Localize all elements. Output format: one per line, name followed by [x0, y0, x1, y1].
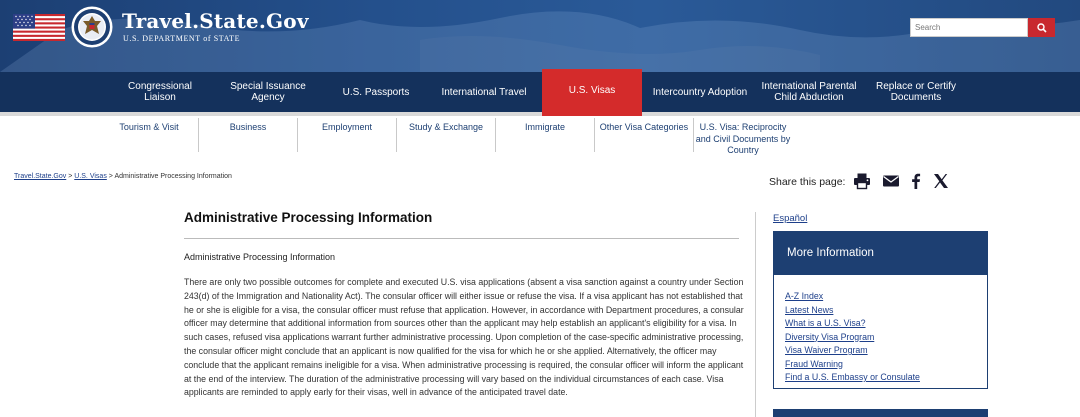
share-label: Share this page: — [769, 176, 846, 188]
breadcrumb-separator: > — [108, 173, 113, 180]
link-find-embassy-consulate[interactable]: Find a U.S. Embassy or Consulate — [785, 372, 920, 382]
language-link-espanol[interactable]: Español — [773, 213, 808, 224]
subnav-immigrate[interactable]: Immigrate — [524, 122, 565, 132]
nav-special-issuance-agency[interactable]: Special Issuance Agency — [230, 81, 306, 103]
subnav-visa-reciprocity[interactable]: U.S. Visa: Reciprocity and Civil Documents by Country — [695, 122, 791, 155]
link-visa-waiver-program[interactable]: Visa Waiver Program — [785, 345, 868, 355]
main-navigation — [0, 72, 1080, 112]
nav-us-visas[interactable]: U.S. Visas — [542, 69, 642, 112]
facebook-icon[interactable] — [907, 172, 925, 190]
nav-replace-or-certify-documents[interactable]: Replace or Certify Documents — [875, 81, 957, 103]
sidebar-box-secondary — [773, 409, 988, 417]
search-icon — [1037, 23, 1047, 33]
article-subheading: Administrative Processing Information — [184, 252, 336, 262]
breadcrumb-link-us-visas[interactable]: U.S. Visas — [74, 173, 107, 180]
list-item — [785, 304, 987, 318]
more-information-links — [774, 275, 987, 385]
article-body: There are only two possible outcomes for complete and executed U.S. visa applications (absent a visa sanction against a country under Section 243(d) of the Immigration and Nationality Act). The consular officer will either issue or refuse the visa. If a visa applicant has not established that he or she is eligible for a visa, the consular officer must refuse that application. However, in accordance with Department procedures, a consular officer may determine that additional information from sources other than the applicant may help establish an applicant's eligibility for a visa. In such cases, refused visa applications warrant further administrative processing. Upon completion of the case-specific administrative processing, the consular officer might conclude that an applicant is now qualified for the visa for which he or she applied. Alternatively, the officer may conclude that the applicant remains ineligible for a visa. When administrative processing is required, the consular officer will inform the applicant at the end of the interview. The duration of the administrative processing will vary based on the individual circumstances of each case. Visa applicants are reminded to apply early for their visas, well in advance of the anticipated travel date. — [184, 277, 744, 398]
list-item — [785, 358, 987, 372]
more-information-title: More Information — [774, 232, 987, 275]
subnav-study-exchange[interactable]: Study & Exchange — [408, 122, 484, 132]
nav-international-travel[interactable]: International Travel — [441, 86, 527, 98]
list-item — [785, 371, 987, 385]
list-item — [785, 317, 987, 331]
link-latest-news[interactable]: Latest News — [785, 304, 834, 315]
nav-us-passports[interactable]: U.S. Passports — [342, 86, 410, 98]
site-title[interactable]: Travel.State.Gov — [122, 9, 309, 33]
more-information-box — [773, 231, 988, 389]
us-flag-icon — [13, 14, 65, 41]
search-input[interactable] — [910, 18, 1028, 37]
breadcrumb-link-travel-state-gov[interactable]: Travel.State.Gov — [14, 173, 67, 180]
list-item — [785, 331, 987, 345]
subnav-business[interactable]: Business — [229, 122, 267, 132]
breadcrumb — [14, 173, 232, 180]
column-divider — [755, 212, 756, 417]
link-fraud-warning[interactable]: Fraud Warning — [785, 358, 843, 369]
nav-congressional-liaison[interactable]: Congressional Liaison — [128, 81, 192, 103]
breadcrumb-separator: > — [68, 173, 73, 180]
sub-navigation — [0, 116, 1080, 156]
nav-intercountry-adoption[interactable]: Intercountry Adoption — [652, 86, 748, 98]
print-icon[interactable] — [853, 172, 871, 190]
link-diversity-visa-program[interactable]: Diversity Visa Program — [785, 331, 875, 342]
department-seal-icon[interactable] — [71, 6, 113, 48]
site-header — [0, 0, 1080, 72]
site-subtitle: U.S. DEPARTMENT of STATE — [123, 34, 241, 43]
subnav-tourism-visit[interactable]: Tourism & Visit — [119, 122, 179, 132]
search-button[interactable] — [1028, 18, 1055, 37]
link-what-is-a-us-visa[interactable]: What is a U.S. Visa? — [785, 318, 866, 328]
email-icon[interactable] — [882, 172, 900, 190]
breadcrumb-current: Administrative Processing Information — [114, 173, 232, 180]
list-item — [785, 290, 987, 304]
subnav-employment[interactable]: Employment — [321, 122, 373, 132]
x-icon[interactable] — [932, 172, 950, 190]
subnav-other-visa-categories[interactable]: Other Visa Categories — [599, 122, 689, 132]
nav-international-parental-child-abduction[interactable]: International Parental Child Abduction — [761, 81, 857, 103]
page-title: Administrative Processing Information — [184, 210, 433, 225]
link-a-z-index[interactable]: A-Z Index — [785, 291, 824, 301]
list-item — [785, 344, 987, 358]
title-divider — [184, 238, 739, 239]
